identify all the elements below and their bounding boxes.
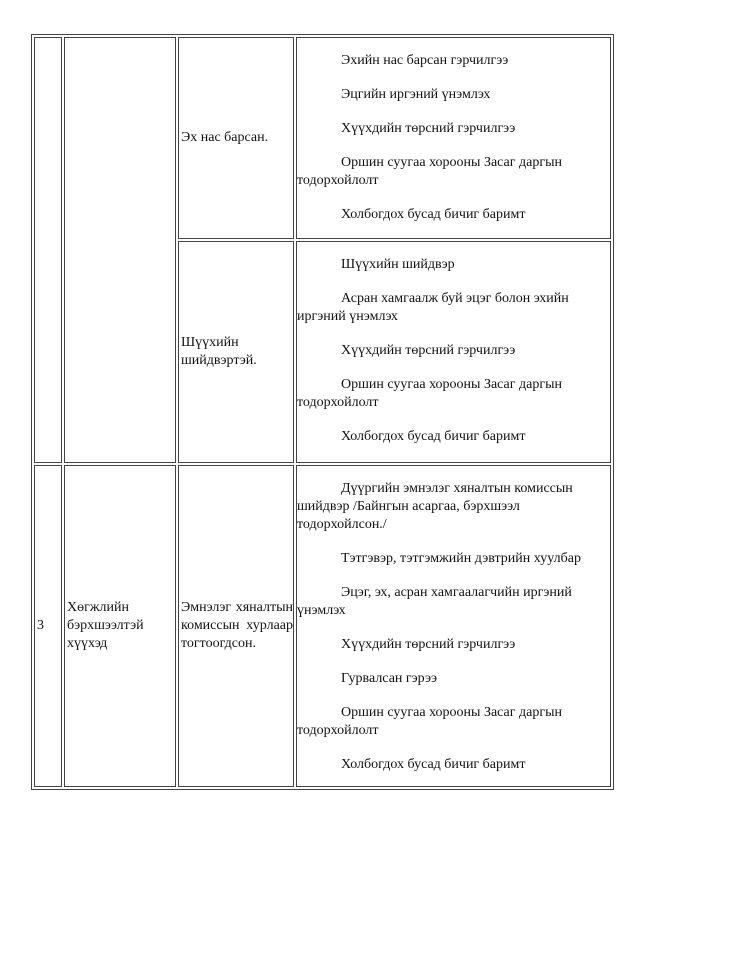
document-item: Оршин суугаа хорооны Засаг даргын тодорхойлолт xyxy=(297,377,562,410)
document-item: Эцгийн иргэний үнэмлэх xyxy=(341,87,491,102)
document-item: Холбогдох бусад бичиг баримт xyxy=(341,207,526,222)
document-item: Гурвалсан гэрээ xyxy=(341,671,438,686)
document-item: Холбогдох бусад бичиг баримт xyxy=(341,429,526,444)
document-item: Эцэг, эх, асран хамгаалагчийн иргэний үнэмлэх xyxy=(297,585,572,618)
document-item: Хүүхдийн төрсний гэрчилгээ xyxy=(341,637,516,652)
document-item: Дүүргийн эмнэлэг хяналтын комиссын шийдвэр /Байнгын асаргаа, бэрхшээл тодорхойлсон./ xyxy=(297,481,573,532)
condition-cell: Эх нас барсан. xyxy=(178,37,294,239)
category-cell xyxy=(64,37,176,463)
document-item: Тэтгэвэр, тэтгэмжийн дэвтрийн хуулбар xyxy=(341,551,581,566)
row-number-cell: 3 xyxy=(34,465,62,787)
row-number-cell xyxy=(34,37,62,463)
document-item: Хүүхдийн төрсний гэрчилгээ xyxy=(341,343,516,358)
document-item: Эхийн нас барсан гэрчилгээ xyxy=(341,53,509,68)
documents-table xyxy=(31,34,614,790)
document-item: Оршин суугаа хорооны Засаг даргын тодорхойлолт xyxy=(297,155,562,188)
required-documents-cell xyxy=(296,241,611,463)
condition-cell: Эмнэлэг хяналтын комиссын хурлаар тогтоогдсон. xyxy=(178,465,294,787)
table-row xyxy=(34,465,611,787)
condition-cell: Шүүхийн шийдвэртэй. xyxy=(178,241,294,463)
document-item: Шүүхийн шийдвэр xyxy=(341,257,455,272)
required-documents-cell xyxy=(296,465,611,787)
document-item: Асран хамгаалж буй эцэг болон эхийн иргэний үнэмлэх xyxy=(297,291,569,324)
category-cell: Хөгжлийн бэрхшээлтэй хүүхэд xyxy=(64,465,176,787)
document-item: Холбогдох бусад бичиг баримт xyxy=(341,757,526,772)
document-item: Оршин суугаа хорооны Засаг даргын тодорхойлолт xyxy=(297,705,562,738)
document-item: Хүүхдийн төрсний гэрчилгээ xyxy=(341,121,516,136)
table-row xyxy=(34,37,611,239)
required-documents-cell xyxy=(296,37,611,239)
